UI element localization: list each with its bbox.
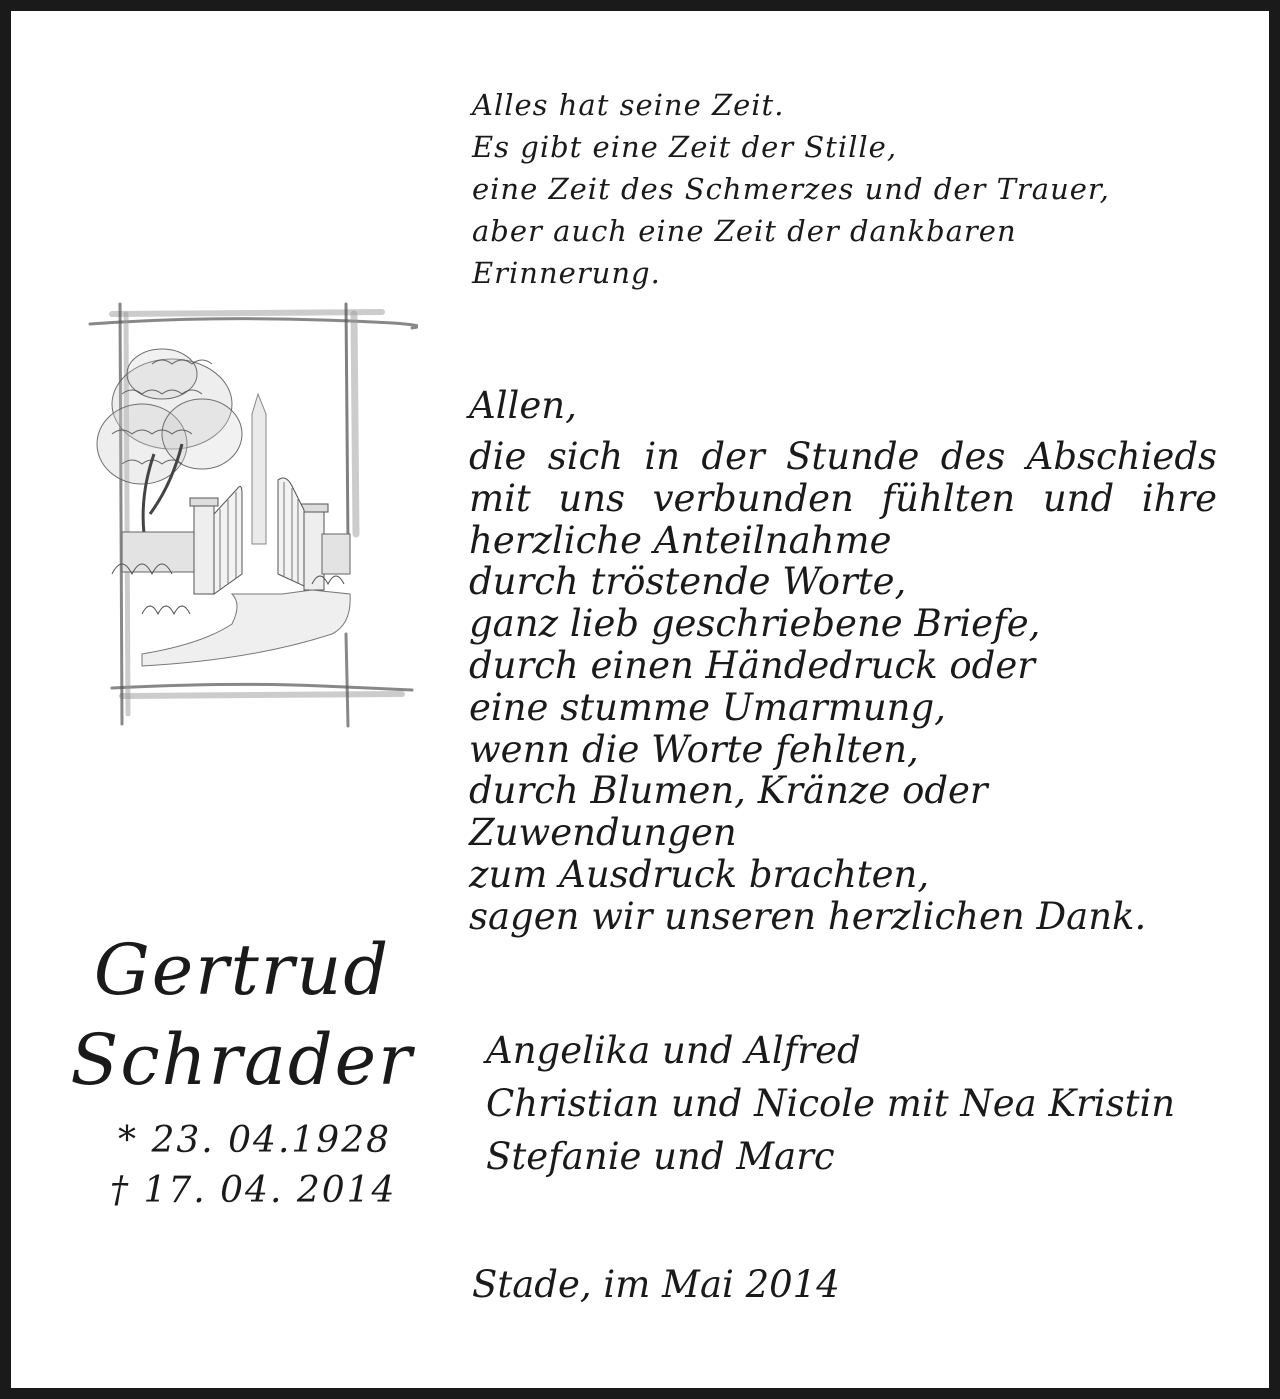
thanks-line: Zuwendungen: [469, 811, 737, 855]
thanks-line: ganz lieb geschriebene Briefe,: [469, 602, 1041, 646]
thanks-line: durch einen Händedruck oder: [469, 643, 1035, 687]
motto-line: aber auch eine Zeit der dankbaren: [472, 214, 1017, 248]
motto-line: eine Zeit des Schmerzes und der Trauer,: [472, 172, 1110, 206]
motto-block: [472, 84, 1110, 294]
thanks-line: wenn die Worte fehlten,: [469, 727, 919, 771]
family-line: Christian und Nicole mit Nea Kristin: [486, 1082, 1176, 1125]
deceased-first-name: Gertrud: [93, 929, 391, 1011]
thanks-line: die sich in der Stunde des Abschieds: [469, 435, 1217, 478]
family-signatures: [486, 1024, 1175, 1183]
birth-date: * 23. 04.1928: [118, 1120, 392, 1161]
thanks-line: herzliche Anteilnahme: [469, 518, 892, 562]
thanks-line: eine stumme Umarmung,: [469, 685, 946, 729]
garden-gate-illustration: [82, 294, 418, 732]
thanks-block: [469, 436, 1217, 938]
thanks-line: zum Ausdruck brachten,: [469, 852, 930, 896]
motto-line: Alles hat seine Zeit.: [472, 88, 785, 122]
place-date: Stade, im Mai 2014: [472, 1263, 840, 1306]
thanks-line: mit uns verbunden fühlten und ihre: [469, 476, 1217, 520]
family-line: Angelika und Alfred: [486, 1029, 861, 1072]
thanks-salutation: Allen,: [469, 384, 577, 427]
family-line: Stefanie und Marc: [486, 1135, 835, 1178]
motto-line: Erinnerung.: [472, 256, 661, 290]
thanks-line: sagen wir unseren herzlichen Dank.: [469, 894, 1147, 938]
death-date: † 17. 04. 2014: [110, 1170, 397, 1211]
thanks-line: durch Blumen, Kränze oder: [469, 769, 988, 813]
deceased-last-name: Schrader: [70, 1019, 414, 1101]
motto-line: Es gibt eine Zeit der Stille,: [472, 130, 898, 164]
thanks-line: durch tröstende Worte,: [469, 560, 907, 604]
